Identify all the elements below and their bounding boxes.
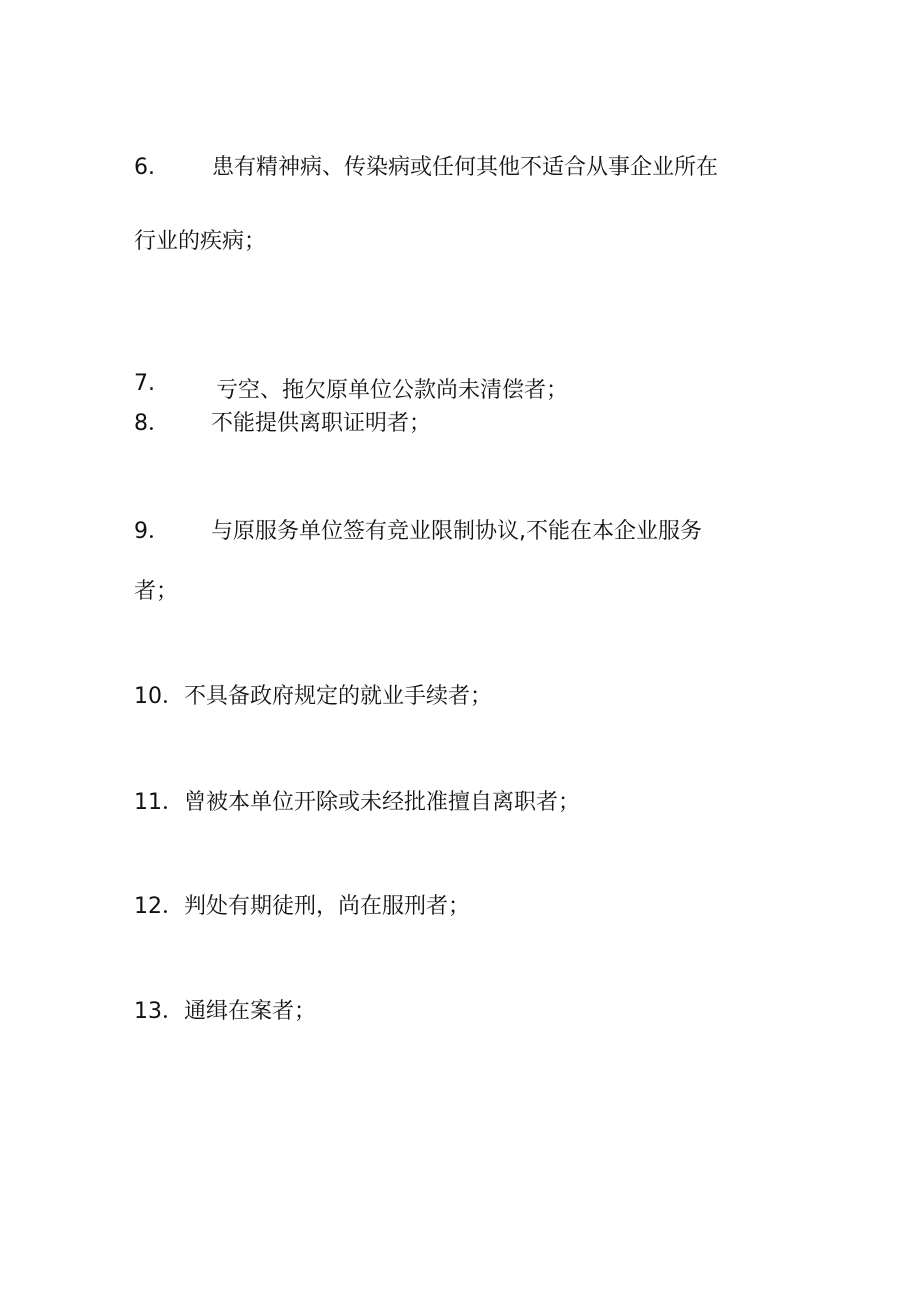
item-8-number: 8． <box>134 411 170 436</box>
item-7-text: 亏空、拖欠原单位公款尚未清偿者； <box>216 378 569 403</box>
item-9-text-continued: 者； <box>134 579 179 604</box>
item-7-number: 7. <box>134 371 155 396</box>
item-13-text: 13．通缉在案者； <box>134 999 316 1024</box>
item-6-number: 6. <box>134 155 155 180</box>
item-10-text: 10．不具备政府规定的就业手续者； <box>134 684 492 709</box>
item-9-text: 与原服务单位签有竞业限制协议,不能在本企业服务 <box>211 519 702 544</box>
item-6-text: 患有精神病、传染病或任何其他不适合从事企业所在 <box>212 155 719 180</box>
item-12-text: 12．判处有期徒刑，尚在服刑者； <box>134 894 470 919</box>
item-8-text: 不能提供离职证明者； <box>211 411 432 436</box>
item-11-text: 11．曾被本单位开除或未经批准擅自离职者； <box>134 790 580 815</box>
item-6-text-continued: 行业的疾病； <box>134 229 267 254</box>
item-9-number: 9． <box>134 519 170 544</box>
